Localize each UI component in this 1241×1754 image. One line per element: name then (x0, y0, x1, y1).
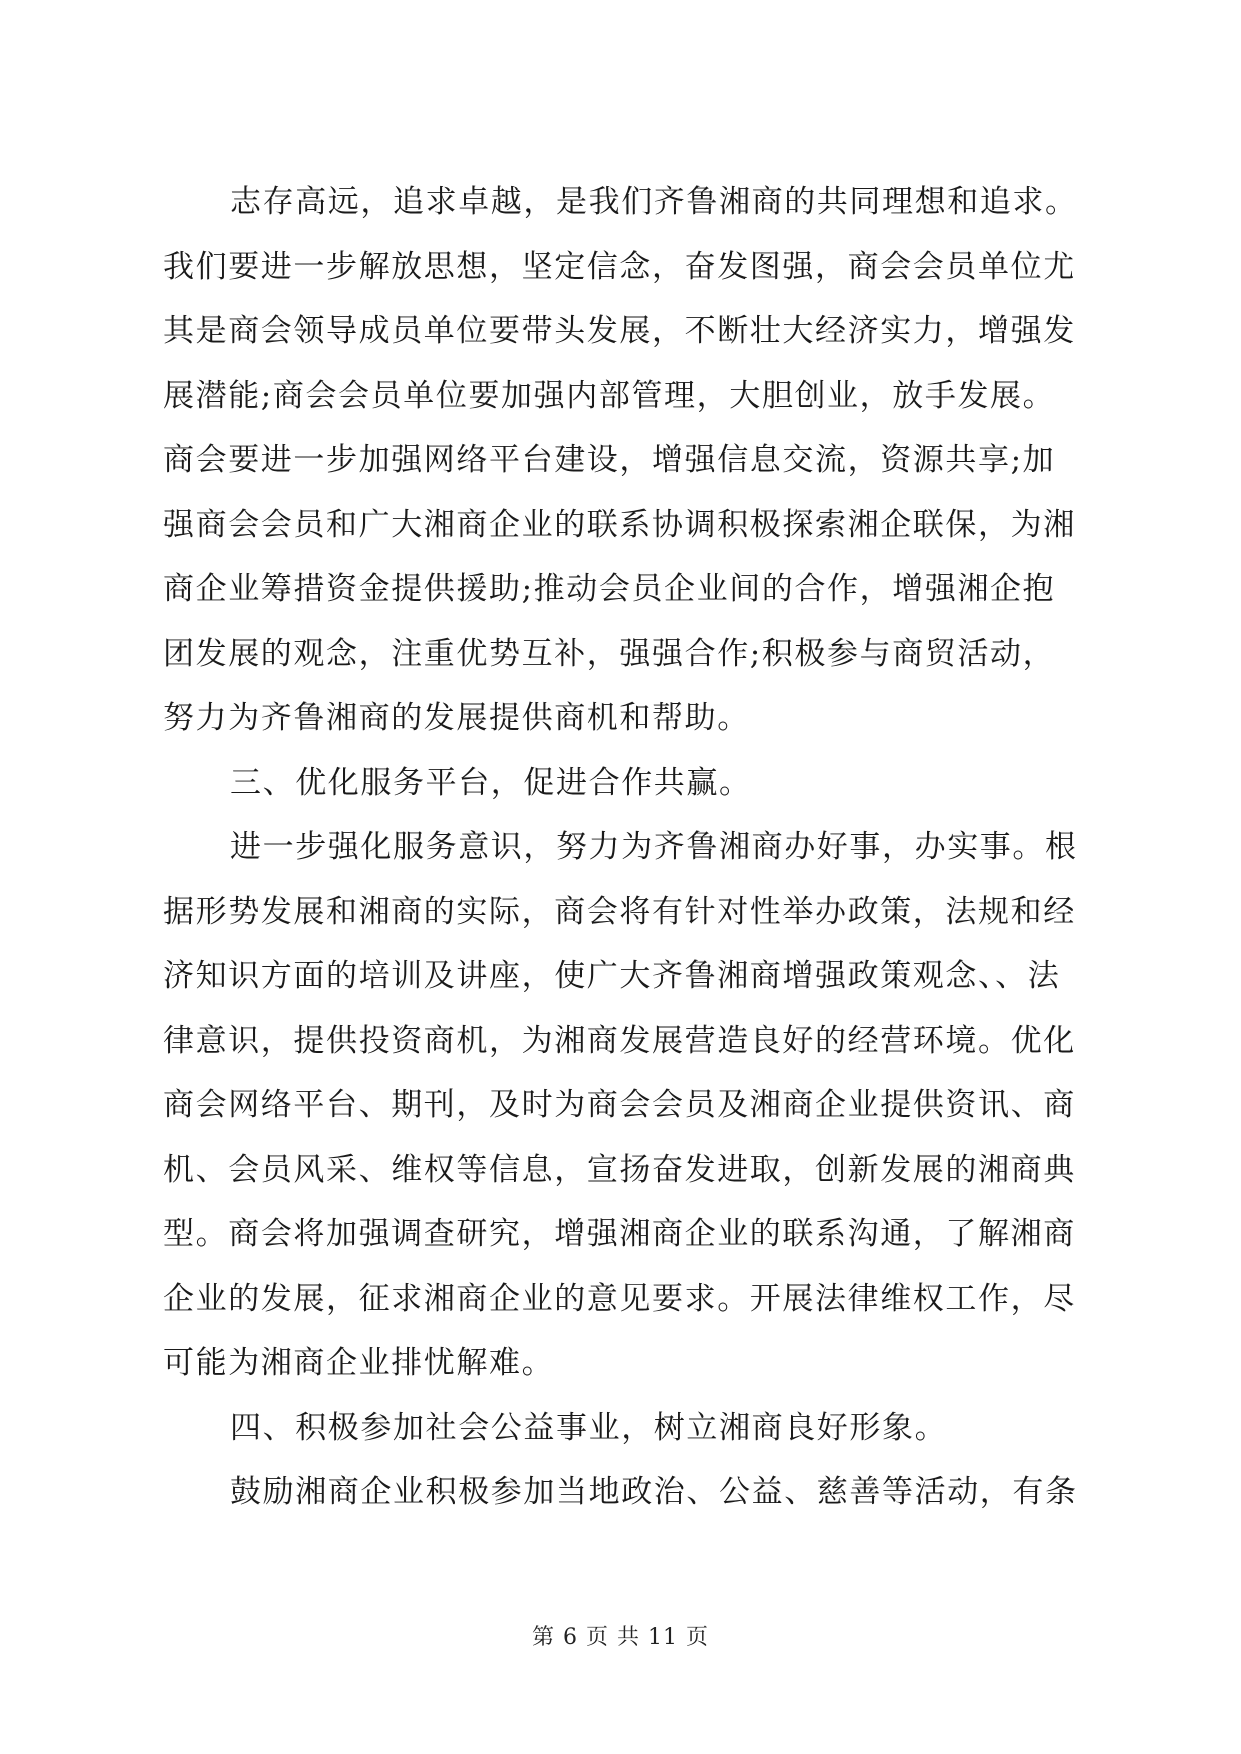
text-line: 可能为湘商企业排忧解难。 (163, 1345, 555, 1381)
text-line: 其是商会领导成员单位要带头发展，不断壮大经济实力，增强发 (163, 313, 1076, 349)
text-line: 企业的发展，征求湘商企业的意见要求。开展法律维权工作，尽 (163, 1280, 1076, 1317)
text-line: 律意识，提供投资商机，为湘商发展营造良好的经营环境。优化 (163, 1022, 1076, 1059)
body-text (163, 170, 1083, 1525)
text-line: 展潜能;商会会员单位要加强内部管理，大胆创业，放手发展。 (163, 377, 1056, 414)
text-line: 机、会员风采、维权等信息，宣扬奋发进取，创新发展的湘商典 (163, 1151, 1076, 1188)
text-line: 四、积极参加社会公益事业，树立湘商良好形象。 (230, 1409, 948, 1446)
text-line: 我们要进一步解放思想，坚定信念，奋发图强，商会会员单位尤 (163, 248, 1076, 285)
text-line: 据形势发展和湘商的实际，商会将有针对性举办政策，法规和经 (163, 893, 1076, 930)
page-footer: 第 6 页 共 11 页 (532, 1625, 709, 1650)
text-line: 团发展的观念，注重优势互补，强强合作;积极参与商贸活动， (163, 635, 1056, 672)
text-line: 志存高远，追求卓越，是我们齐鲁湘商的共同理想和追求。 (230, 184, 1078, 220)
text-line: 强商会会员和广大湘商企业的联系协调积极探索湘企联保，为湘 (163, 506, 1076, 543)
text-line: 努力为齐鲁湘商的发展提供商机和帮助。 (163, 700, 750, 736)
text-line: 三、优化服务平台，促进合作共赢。 (230, 764, 752, 801)
text-line: 济知识方面的培训及讲座，使广大齐鲁湘商增强政策观念、、法 (163, 958, 1061, 994)
text-line: 商会网络平台、期刊，及时为商会会员及湘商企业提供资讯、商 (163, 1087, 1076, 1123)
text-line: 鼓励湘商企业积极参加当地政治、公益、慈善等活动，有条 (230, 1474, 1078, 1510)
text-line: 型。商会将加强调查研究，增强湘商企业的联系沟通，了解湘商 (163, 1216, 1076, 1252)
text-line: 商企业筹措资金提供援助;推动会员企业间的合作，增强湘企抱 (163, 571, 1056, 607)
text-line: 进一步强化服务意识，努力为齐鲁湘商办好事，办实事。根 (230, 829, 1078, 865)
text-line: 商会要进一步加强网络平台建设，增强信息交流，资源共享;加 (163, 442, 1056, 478)
